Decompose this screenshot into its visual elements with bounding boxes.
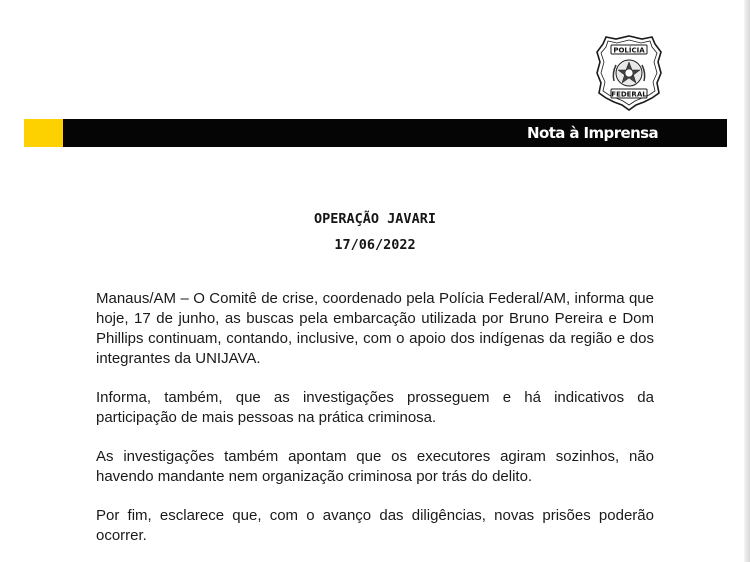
paragraph-2: Informa, também, que as investigações prosseguem e há indicativos da participação de mais pessoas na prática criminosa. xyxy=(96,389,654,426)
document-date: 17/06/2022 xyxy=(334,237,416,253)
press-note-banner xyxy=(24,119,727,147)
page-edge-shadow xyxy=(744,0,750,562)
document-title: OPERAÇÃO JAVARI xyxy=(314,211,436,227)
logo-bottom-text: FEDERAL xyxy=(611,90,647,99)
banner-label: Nota à Imprensa xyxy=(527,124,658,142)
paragraph-4: Por fim, esclarece que, com o avanço das diligências, novas prisões poderão ocorrer. xyxy=(96,507,654,544)
paragraph-3: As investigações também apontam que os executores agiram sozinhos, não havendo mandante nem organização criminosa por trás do delito. xyxy=(96,448,654,485)
paragraph-1: Manaus/AM – O Comitê de crise, coordenado pela Polícia Federal/AM, informa que hoje, 17 de junho, as buscas pela embarcação utilizada por Bruno Pereira e Dom Phillips continuam, contando, inclusive, com o apoio dos indígenas da região e dos integrantes da UNIJAVA. xyxy=(96,290,654,367)
logo-top-text: POLÍCIA xyxy=(613,46,645,55)
banner-accent-block xyxy=(24,119,63,147)
document-body xyxy=(96,289,654,546)
policia-federal-badge-icon xyxy=(596,35,662,111)
